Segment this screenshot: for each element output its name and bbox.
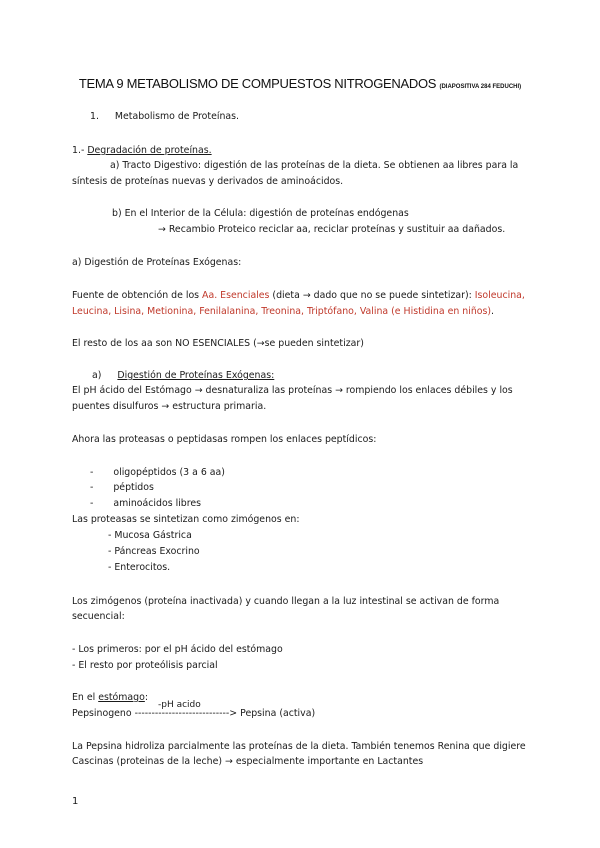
section-number: 1. <box>90 111 99 122</box>
activacion-item: - El resto por proteólisis parcial <box>72 660 218 671</box>
zimogeno-lugar: - Enterocitos. <box>108 562 171 573</box>
pepsina-line2: Cascinas (proteinas de la leche) → especialmente importante en Lactantes <box>72 756 424 767</box>
esenciales-term: Aa. Esenciales <box>202 290 270 301</box>
digestion-marker: a) <box>92 370 102 381</box>
degradacion-b-line1: b) En el Interior de la Célula: digestión de proteínas endógenas <box>112 208 409 219</box>
estomago-prefix: En el <box>72 692 99 703</box>
degradacion-title: Degradación de proteínas. <box>87 145 212 156</box>
arrow-label: -pH acido <box>158 700 201 710</box>
digestion-title: Digestión de Proteínas Exógenas: <box>117 370 275 381</box>
producto-text: aminoácidos libres <box>113 498 202 509</box>
aminoacid-list-start: Isoleucina, <box>474 290 525 301</box>
degradacion-b-line2: → Recambio Proteico reciclar aa, reciclar proteínas y sustituir aa dañados. <box>158 224 506 235</box>
list-dash: - <box>90 498 94 509</box>
activacion-item: - Los primeros: por el pH ácido del estómago <box>72 644 283 655</box>
estomago-suffix: : <box>144 692 149 703</box>
page-number: 1 <box>72 796 79 807</box>
proteasas-intro: Ahora las proteasas o peptidasas rompen los enlaces peptídicos: <box>72 434 377 445</box>
digestion-heading <box>92 370 274 382</box>
exogenas-heading: a) Digestión de Proteínas Exógenas: <box>72 257 242 268</box>
title-note: (DIAPOSITIVA 284 FEDUCHI) <box>439 84 522 90</box>
pepsinogeno-reaction: Pepsinogeno ----------------------------> Pepsina (activa) <box>72 708 316 719</box>
list-dash: - <box>90 467 94 478</box>
producto-item <box>90 482 154 494</box>
fuente-end: . <box>491 306 495 317</box>
fuente-text1: Fuente de obtención de los <box>72 290 203 301</box>
fuente-line2 <box>72 306 494 318</box>
degradacion-a-line1: a) Tracto Digestivo: digestión de las proteínas de la dieta. Se obtienen aa libres para la <box>110 160 519 171</box>
section-label: Metabolismo de Proteínas. <box>114 111 239 122</box>
degradacion-a-line2: síntesis de proteínas nuevas y derivados de aminoácidos. <box>72 176 344 187</box>
fuente-line1 <box>72 290 525 302</box>
zimogeno-lugar: - Mucosa Gástrica <box>108 530 192 541</box>
zimogenos-intro: Las proteasas se sintetizan como zimógenos en: <box>72 514 300 525</box>
digestion-line2: puentes disulfuros → estructura primaria. <box>72 401 267 412</box>
producto-text: oligopéptidos (3 a 6 aa) <box>113 467 225 478</box>
fuente-text2: (dieta → dado que no se puede sintetizar): <box>269 290 475 301</box>
no-esenciales-line: El resto de los aa son NO ESENCIALES (→se pueden sintetizar) <box>72 338 364 349</box>
degradacion-heading <box>72 145 212 157</box>
digestion-line1: El pH ácido del Estómago → desnaturaliza las proteínas → rompiendo los enlaces débiles y los <box>72 385 513 396</box>
section-heading <box>90 111 239 123</box>
producto-text: péptidos <box>113 482 154 493</box>
list-dash: - <box>90 482 94 493</box>
zimogeno-lugar: - Páncreas Exocrino <box>108 546 200 557</box>
estomago-heading <box>72 692 148 704</box>
estomago-word: estómago <box>98 692 145 703</box>
title-main: TEMA 9 METABOLISMO DE COMPUESTOS NITROGENADOS <box>78 76 437 91</box>
degradacion-prefix: 1.- <box>72 145 85 156</box>
pepsina-line1: La Pepsina hidroliza parcialmente las proteínas de la dieta. También tenemos Renina que digiere <box>72 741 526 752</box>
zimogenos-activacion-line1: Los zimógenos (proteína inactivada) y cuando llegan a la luz intestinal se activan de forma <box>72 596 500 607</box>
producto-item <box>90 467 225 479</box>
producto-item <box>90 498 201 510</box>
document-title <box>0 78 600 93</box>
zimogenos-activacion-line2: secuencial: <box>72 611 125 622</box>
aminoacid-list: Leucina, Lisina, Metionina, Fenilalanina, Treonina, Triptófano, Valina (e Histidina en niños) <box>72 306 492 317</box>
